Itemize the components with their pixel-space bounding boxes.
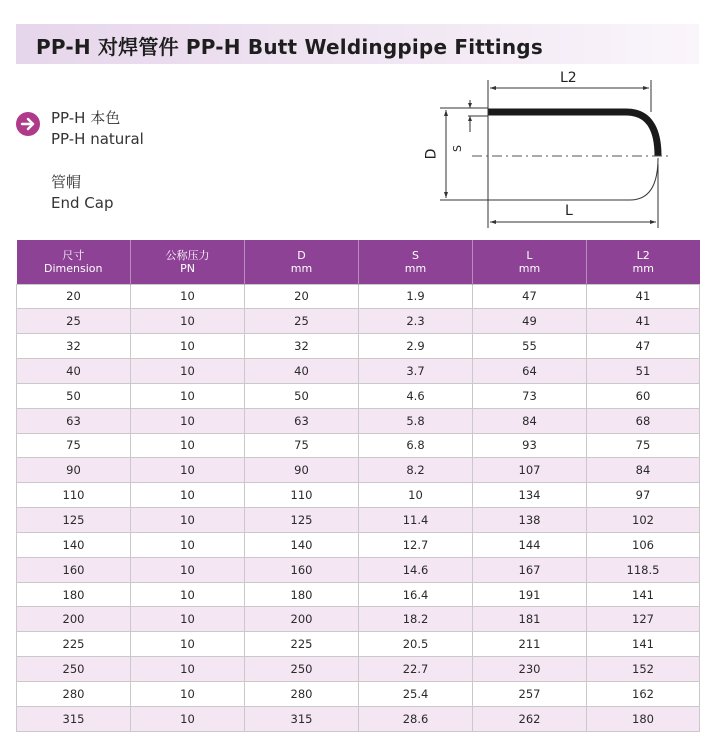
table-cell: 152 [587, 657, 700, 682]
table-cell: 1.9 [359, 284, 473, 309]
table-row [17, 334, 700, 359]
label-l2: L2 [560, 70, 577, 86]
table-cell: 102 [587, 508, 700, 533]
title-bar [16, 24, 699, 64]
table-cell: 10 [131, 309, 245, 334]
end-cap-drawing [400, 72, 700, 232]
table-cell: 10 [131, 607, 245, 632]
column-header-en: mm [632, 261, 654, 275]
table-cell: 49 [473, 309, 587, 334]
dimension-table [16, 240, 699, 732]
column-header [131, 240, 245, 284]
table-cell: 25 [245, 309, 359, 334]
arrow-right-icon [16, 112, 40, 136]
column-header [245, 240, 359, 284]
table-row [17, 607, 700, 632]
table-cell: 10 [131, 334, 245, 359]
table-cell: 10 [131, 657, 245, 682]
table-cell: 144 [473, 532, 587, 557]
table-cell: 280 [17, 682, 131, 707]
table-row [17, 433, 700, 458]
table-row [17, 632, 700, 657]
label-l: L [565, 203, 573, 219]
label-d: D [423, 148, 440, 160]
table-cell: 181 [473, 607, 587, 632]
table-cell: 10 [131, 383, 245, 408]
table-cell: 162 [587, 682, 700, 707]
table-cell: 84 [587, 458, 700, 483]
table-cell: 180 [587, 706, 700, 731]
table-row [17, 359, 700, 384]
table-cell: 211 [473, 632, 587, 657]
table-cell: 4.6 [359, 383, 473, 408]
column-header-zh: S [412, 248, 419, 262]
table-row [17, 309, 700, 334]
table-cell: 75 [245, 433, 359, 458]
table-cell: 8.2 [359, 458, 473, 483]
table-cell: 63 [245, 408, 359, 433]
column-header [473, 240, 587, 284]
table-cell: 10 [359, 483, 473, 508]
table-cell: 2.9 [359, 334, 473, 359]
table-cell: 10 [131, 408, 245, 433]
column-header [17, 240, 131, 284]
table-cell: 107 [473, 458, 587, 483]
table-cell: 167 [473, 557, 587, 582]
table-cell: 10 [131, 508, 245, 533]
table-cell: 40 [17, 359, 131, 384]
table-cell: 180 [17, 582, 131, 607]
table-cell: 55 [473, 334, 587, 359]
material-en: PP-H natural [51, 130, 144, 148]
table-cell: 5.8 [359, 408, 473, 433]
column-header-en: mm [404, 261, 427, 275]
table-cell: 10 [131, 483, 245, 508]
table-cell: 28.6 [359, 706, 473, 731]
table-cell: 125 [17, 508, 131, 533]
table-cell: 315 [245, 706, 359, 731]
table-cell: 11.4 [359, 508, 473, 533]
table-cell: 262 [473, 706, 587, 731]
table-cell: 10 [131, 632, 245, 657]
table-cell: 90 [17, 458, 131, 483]
table-cell: 127 [587, 607, 700, 632]
table-cell: 250 [17, 657, 131, 682]
table-cell: 63 [17, 408, 131, 433]
column-header-en: mm [518, 261, 541, 275]
product-name-en: End Cap [51, 194, 114, 212]
table-row [17, 383, 700, 408]
table-cell: 12.7 [359, 532, 473, 557]
column-header-zh: 公称压力 [165, 248, 210, 262]
column-header-zh: 尺寸 [62, 248, 85, 262]
table-cell: 315 [17, 706, 131, 731]
table-cell: 60 [587, 383, 700, 408]
table-cell: 20 [245, 284, 359, 309]
table-cell: 14.6 [359, 557, 473, 582]
table-cell: 73 [473, 383, 587, 408]
table-cell: 25.4 [359, 682, 473, 707]
column-header-en: mm [290, 261, 313, 275]
table-cell: 280 [245, 682, 359, 707]
table-cell: 200 [245, 607, 359, 632]
product-name-zh: 管帽 [51, 173, 82, 191]
table-row [17, 706, 700, 731]
table-cell: 25 [17, 309, 131, 334]
table-row [17, 458, 700, 483]
table-cell: 47 [473, 284, 587, 309]
table-cell: 10 [131, 582, 245, 607]
table-row [17, 508, 700, 533]
column-header-en: Dimension [44, 261, 103, 275]
table-cell: 64 [473, 359, 587, 384]
table-cell: 68 [587, 408, 700, 433]
table-cell: 20 [17, 284, 131, 309]
table-cell: 141 [587, 632, 700, 657]
table-row [17, 657, 700, 682]
table-header [17, 240, 700, 284]
table-cell: 134 [473, 483, 587, 508]
table-cell: 225 [17, 632, 131, 657]
table-cell: 20.5 [359, 632, 473, 657]
table-body [17, 284, 700, 731]
table-cell: 138 [473, 508, 587, 533]
table-cell: 160 [245, 557, 359, 582]
table-cell: 75 [587, 433, 700, 458]
table-cell: 10 [131, 359, 245, 384]
table-cell: 257 [473, 682, 587, 707]
table-row [17, 284, 700, 309]
table-cell: 22.7 [359, 657, 473, 682]
table-cell: 18.2 [359, 607, 473, 632]
table-cell: 10 [131, 532, 245, 557]
table-cell: 10 [131, 433, 245, 458]
table-cell: 3.7 [359, 359, 473, 384]
table-cell: 10 [131, 284, 245, 309]
table-cell: 160 [17, 557, 131, 582]
table-cell: 110 [17, 483, 131, 508]
table-cell: 51 [587, 359, 700, 384]
table-row [17, 582, 700, 607]
table-cell: 10 [131, 557, 245, 582]
column-header-zh: L [526, 248, 533, 262]
table-cell: 50 [245, 383, 359, 408]
table-cell: 40 [245, 359, 359, 384]
table-cell: 140 [245, 532, 359, 557]
table-cell: 191 [473, 582, 587, 607]
table-cell: 2.3 [359, 309, 473, 334]
column-header-en: PN [180, 261, 195, 275]
table-cell: 125 [245, 508, 359, 533]
material-zh: PP-H 本色 [51, 109, 121, 127]
table-row [17, 532, 700, 557]
table-cell: 118.5 [587, 557, 700, 582]
table-cell: 47 [587, 334, 700, 359]
column-header [359, 240, 473, 284]
column-header-zh: D [297, 248, 306, 262]
table-cell: 180 [245, 582, 359, 607]
table-cell: 32 [245, 334, 359, 359]
column-header-zh: L2 [636, 248, 650, 262]
table-cell: 93 [473, 433, 587, 458]
page-title: PP-H 对焊管件 PP-H Butt Weldingpipe Fittings [36, 35, 543, 59]
table-cell: 6.8 [359, 433, 473, 458]
table-cell: 10 [131, 706, 245, 731]
table-cell: 41 [587, 284, 700, 309]
table-cell: 141 [587, 582, 700, 607]
table-cell: 32 [17, 334, 131, 359]
table-row [17, 682, 700, 707]
table-cell: 250 [245, 657, 359, 682]
table-cell: 16.4 [359, 582, 473, 607]
table-cell: 106 [587, 532, 700, 557]
table-cell: 10 [131, 682, 245, 707]
table-cell: 97 [587, 483, 700, 508]
table-cell: 230 [473, 657, 587, 682]
label-s: S [450, 145, 464, 152]
table-cell: 75 [17, 433, 131, 458]
table-cell: 41 [587, 309, 700, 334]
table-row [17, 483, 700, 508]
table-cell: 140 [17, 532, 131, 557]
column-header [587, 240, 700, 284]
table-cell: 84 [473, 408, 587, 433]
table-cell: 225 [245, 632, 359, 657]
end-cap-diagram [400, 72, 700, 232]
table-cell: 90 [245, 458, 359, 483]
table-cell: 110 [245, 483, 359, 508]
table-cell: 10 [131, 458, 245, 483]
table-row [17, 557, 700, 582]
table-row [17, 408, 700, 433]
table-cell: 50 [17, 383, 131, 408]
table-cell: 200 [17, 607, 131, 632]
